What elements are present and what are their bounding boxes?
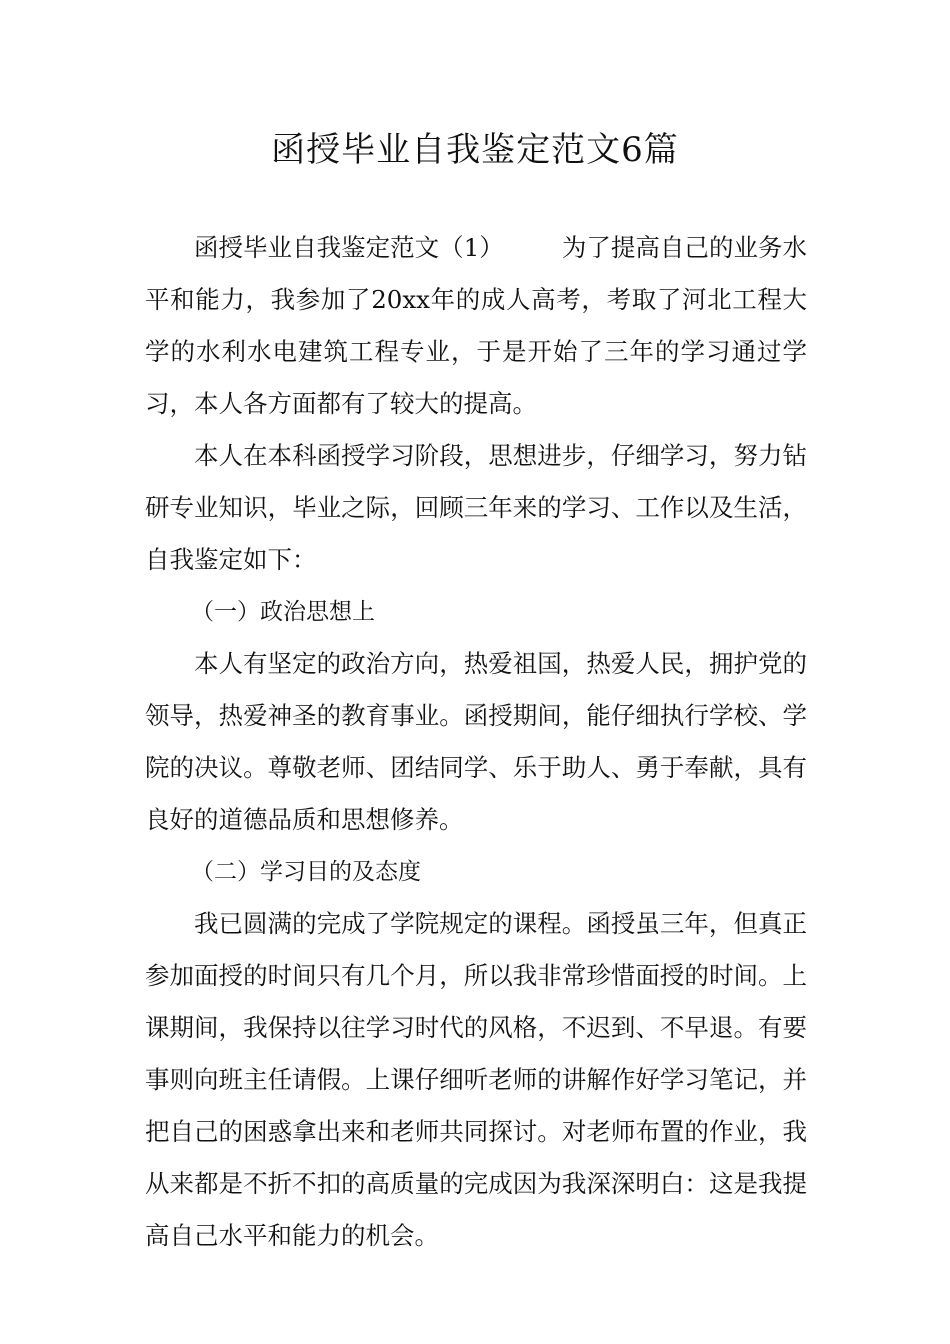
paragraph-self-assessment: 本人在本科函授学习阶段，思想进步，仔细学习，努力钻研专业知识，毕业之际，回顾三年来的学习、工作以及生活，自我鉴定如下： [145,441,807,574]
paragraph-study: 我已圆满的完成了学院规定的课程。函授虽三年，但真正参加面授的时间只有几个月，所以我非常珍惜面授的时间。上课期间，我保持以往学习时代的风格，不迟到、不早退。有要事则向班主任请假。上课仔细听老师的讲解作好学习笔记，并把自己的困惑拿出来和老师共同探讨。对老师布置的作业，我从来都是不折不扣的高质量的完成因为我深深明白：这是我提高自己水平和能力的机会。 [145,909,807,1250]
section-heading-political: （一）政治思想上 [191,599,375,625]
paragraph-political: 本人有坚定的政治方向，热爱祖国，热爱人民，拥护党的领导，热爱神圣的教育事业。函授期间，能仔细执行学校、学院的决议。尊敬老师、团结同学、乐于助人、勇于奉献，具有良好的道德品质和思想修养。 [145,649,807,834]
intro-text: 为了提高自己的业务水平和能力，我参加了20xx年的成人高考，考取了河北工程大学的水利水电建筑工程专业，于是开始了三年的学习通过学习，本人各方面都有了较大的提高。 [145,233,808,418]
document-body [145,222,807,1262]
intro-label: 函授毕业自我鉴定范文（1） [194,233,504,262]
intro-paragraph [145,222,807,430]
document-title: 函授毕业自我鉴定范文6篇 [271,130,679,170]
section-heading-study: （二）学习目的及态度 [191,859,421,885]
